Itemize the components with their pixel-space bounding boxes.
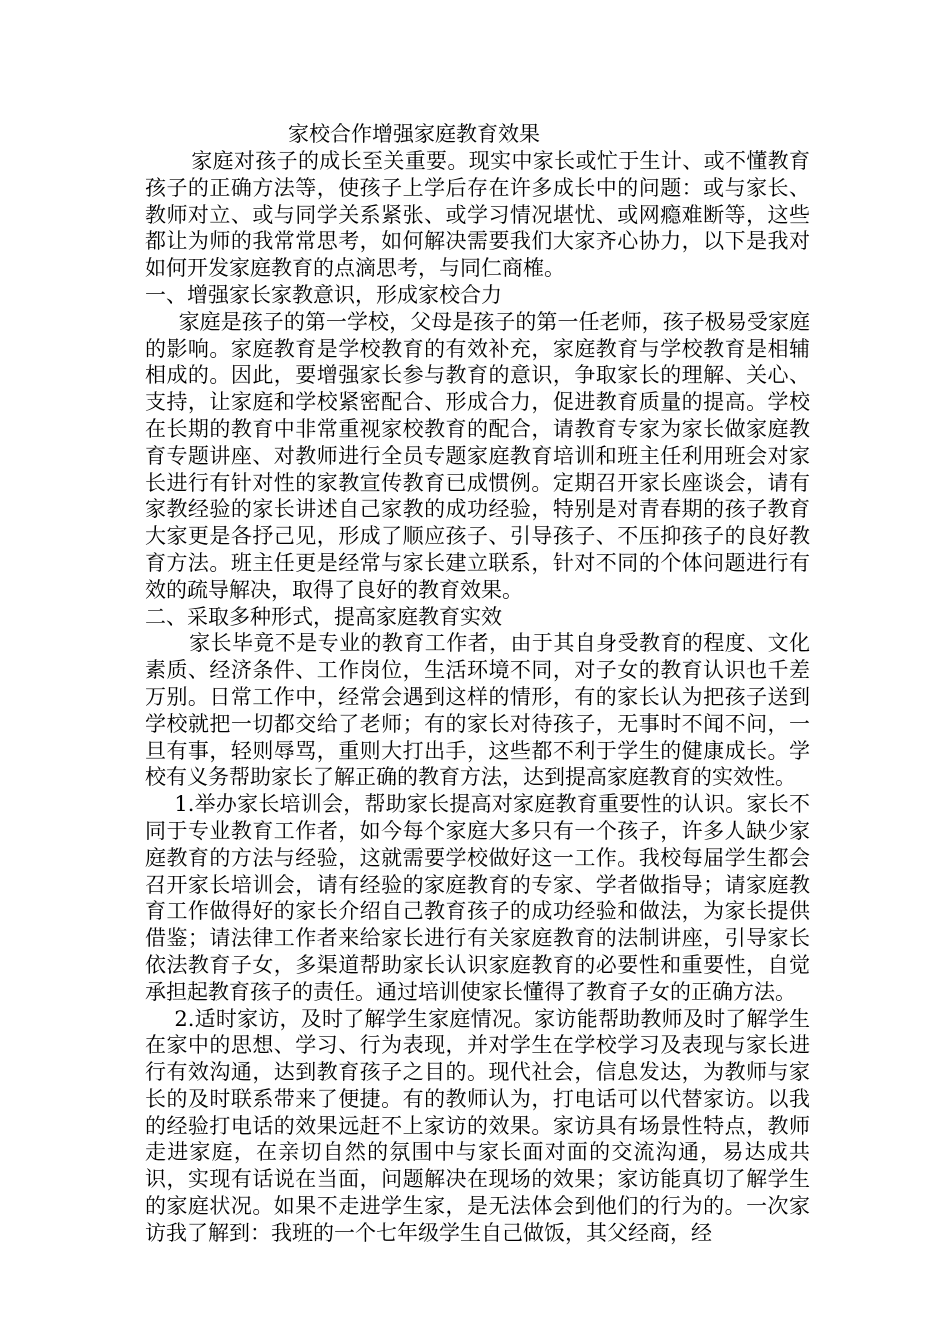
document-title: 家校合作增强家庭教育效果 <box>288 122 540 146</box>
document-page <box>145 120 810 1247</box>
intro-paragraph: 家庭对孩子的成长至关重要。现实中家长或忙于生计、或不懂教育孩子的正确方法等，使孩子上学后存在许多成长中的问题：或与家长、教师对立、或与同学关系紧张、或学习情况堪忧、或网瘾难断等，这些都让为师的我常常思考，如何解决需要我们大家齐心协力，以下是我对如何开发家庭教育的点滴思考，与同仁商榷。 <box>145 149 810 281</box>
section-2-item-2-paragraph: 2.适时家访，及时了解学生家庭情况。家访能帮助教师及时了解学生在家中的思想、学习、行为表现，并对学生在学校学习及表现与家长进行有效沟通，达到教育孩子之目的。现代社会，信息发达，为教师与家长的及时联系带来了便捷。有的教师认为，打电话可以代替家访。以我的经验打电话的效果远赶不上家访的效果。家访具有场景性特点，教师走进家庭，在亲切自然的氛围中与家长面对面的交流沟通，易达成共识，实现有话说在当面，问题解决在现场的效果；家访能真切了解学生的家庭状况。如果不走进学生家，是无法体会到他们的行为的。一次家访我了解到：我班的一个七年级学生自己做饭，其父经商，经 <box>145 1006 810 1245</box>
section-1-heading: 一、增强家长家教意识，形成家校合力 <box>145 282 502 307</box>
section-1-paragraph: 家庭是孩子的第一学校，父母是孩子的第一任老师，孩子极易受家庭的影响。家庭教育是学校教育的有效补充，家庭教育与学校教育是相辅相成的。因此，要增强家长参与教育的意识，争取家长的理解、关心、支持，让家庭和学校紧密配合、形成合力，促进教育质量的提高。学校在长期的教育中非常重视家校教育的配合，请教育专家为家长做家庭教育专题讲座、对教师进行全员专题家庭教育培训和班主任利用班会对家长进行有针对性的家教宣传教育已成惯例。定期召开家长座谈会，请有家教经验的家长讲述自己家教的成功经验，特别是对青春期的孩子教育大家更是各抒己见，形成了顺应孩子、引导孩子、不压抑孩子的良好教育方法。班主任更是经常与家长建立联系，针对不同的个体问题进行有效的疏导解决，取得了良好的教育效果。 <box>145 309 810 602</box>
section-2-heading: 二、采取多种形式，提高家庭教育实效 <box>145 604 502 629</box>
section-2-paragraph: 家长毕竟不是专业的教育工作者，由于其自身受教育的程度、文化素质、经济条件、工作岗位，生活环境不同，对子女的教育认识也千差万别。日常工作中，经常会遇到这样的情形，有的家长认为把孩子送到学校就把一切都交给了老师；有的家长对待孩子，无事时不闻不问，一旦有事，轻则辱骂，重则大打出手，这些都不利于学生的健康成长。学校有义务帮助家长了解正确的教育方法，达到提高家庭教育的实效性。 <box>145 631 810 790</box>
section-2-item-1-paragraph: 1.举办家长培训会，帮助家长提高对家庭教育重要性的认识。家长不同于专业教育工作者，如今每个家庭大多只有一个孩子，许多人缺少家庭教育的方法与经验，这就需要学校做好这一工作。我校每届学生都会召开家长培训会，请有经验的家庭教育的专家、学者做指导；请家庭教育工作做得好的家长介绍自己教育孩子的成功经验和做法，为家长提供借鉴；请法律工作者来给家长进行有关家庭教育的法制讲座，引导家长依法教育子女，多渠道帮助家长认识家庭教育的必要性和重要性，自觉承担起教育孩子的责任。通过培训使家长懂得了教育子女的正确方法。 <box>145 792 810 1004</box>
